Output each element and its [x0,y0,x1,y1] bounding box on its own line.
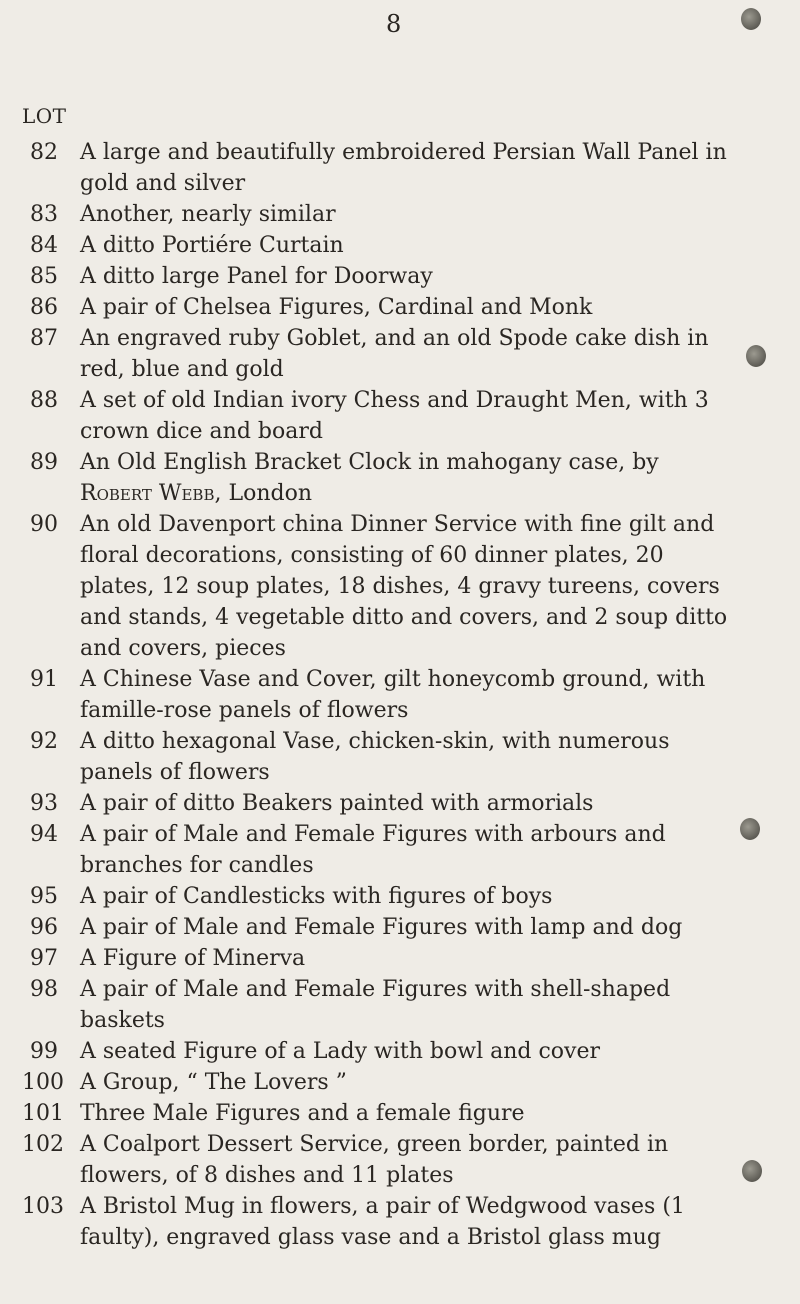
lot-entry [0,726,800,788]
lot-entry [0,819,800,881]
lot-entry [0,230,800,261]
lot-entry [0,292,800,323]
lot-entry [0,385,800,447]
lot-description: A Coalport Dessert Service, green border, painted in flowers, of 8 dishes and 11 plates [80,1132,669,1188]
lot-description: A large and beautifully embroidered Persian Wall Panel in gold and silver [80,140,727,196]
page-number: 8 [386,10,402,38]
lot-entry [0,137,800,199]
lot-number: 84 [30,233,58,258]
lot-number: 87 [30,326,58,351]
lot-entry [0,1036,800,1067]
lot-description: Three Male Figures and a female figure [80,1101,525,1126]
lot-description: A pair of Male and Female Figures with lamp and dog [80,915,683,940]
lot-entry [0,912,800,943]
lot-entry [0,881,800,912]
lot-description-text: An Old English Bracket Clock in mahogany case, by [80,450,659,475]
lot-entry [0,261,800,292]
lot-number: 103 [22,1194,64,1219]
lot-description: A Group, “ The Lovers ” [80,1070,347,1095]
lot-column-heading: LOT [22,104,67,128]
lot-number: 91 [30,667,58,692]
lot-description: A pair of Male and Female Figures with arbours and branches for candles [80,822,666,878]
clockmaker-name: Robert Webb [80,481,215,506]
lot-entry [0,1067,800,1098]
lot-number: 101 [22,1101,64,1126]
lot-description: An old Davenport china Dinner Service with fine gilt and floral decorations, consisting of 60 dinner plates, 20 plates, 12 soup plates, 18 dishes, 4 gravy tureens, covers and stands, 4 vegetable ditto and covers, and 2 soup ditto and covers, pieces [80,512,728,661]
lot-number: 96 [30,915,58,940]
lot-entry [0,943,800,974]
lot-number: 97 [30,946,58,971]
lot-number: 98 [30,977,58,1002]
lot-entry [0,788,800,819]
lot-description: A ditto large Panel for Doorway [80,264,433,289]
lot-description: A Bristol Mug in flowers, a pair of Wedgwood vases (1 faulty), engraved glass vase and a Bristol glass mug [80,1194,685,1250]
lot-description: A pair of Male and Female Figures with shell-shaped baskets [80,977,671,1033]
lot-number: 102 [22,1132,64,1157]
lot-number: 82 [30,140,58,165]
binding-hole-1 [741,8,761,30]
lot-description: A pair of Candlesticks with figures of boys [80,884,553,909]
lot-description: A pair of Chelsea Figures, Cardinal and Monk [80,295,593,320]
lot-description: Another, nearly similar [80,202,336,227]
lot-number: 89 [30,450,58,475]
lot-list [0,137,800,1253]
lot-number: 90 [30,512,58,537]
lot-description: A seated Figure of a Lady with bowl and cover [80,1039,600,1064]
lot-entry [0,974,800,1036]
lot-number: 88 [30,388,58,413]
lot-number: 83 [30,202,58,227]
lot-description [80,447,730,509]
lot-description-end: , London [214,481,312,506]
lot-description: A ditto hexagonal Vase, chicken-skin, with numerous panels of flowers [80,729,670,785]
lot-description: A Figure of Minerva [80,946,306,971]
lot-description: An engraved ruby Goblet, and an old Spode cake dish in red, blue and gold [80,326,709,382]
lot-entry [0,509,800,664]
lot-entry [0,1129,800,1191]
lot-entry [0,447,800,509]
lot-entry [0,1098,800,1129]
lot-number: 95 [30,884,58,909]
lot-entry [0,199,800,230]
lot-description: A set of old Indian ivory Chess and Draught Men, with 3 crown dice and board [80,388,709,444]
lot-number: 86 [30,295,58,320]
lot-entry [0,1191,800,1253]
lot-description: A Chinese Vase and Cover, gilt honeycomb ground, with famille-rose panels of flowers [80,667,706,723]
lot-number: 94 [30,822,58,847]
lot-description: A ditto Portiére Curtain [80,233,344,258]
lot-number: 100 [22,1070,64,1095]
lot-number: 93 [30,791,58,816]
lot-entry [0,664,800,726]
lot-number: 99 [30,1039,58,1064]
lot-entry [0,323,800,385]
lot-description: A pair of ditto Beakers painted with armorials [80,791,594,816]
lot-number: 85 [30,264,58,289]
lot-number: 92 [30,729,58,754]
